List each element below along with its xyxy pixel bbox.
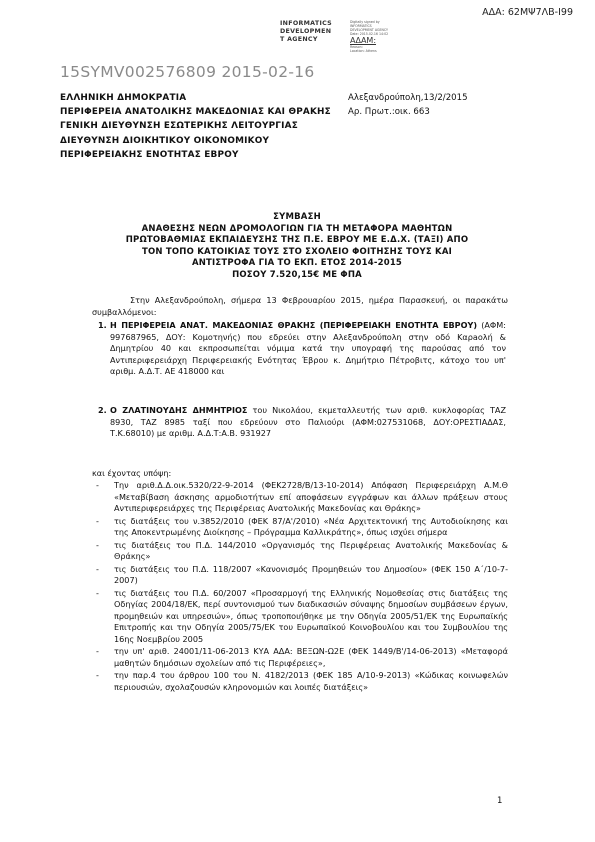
agency-stamp-fine-print: Digitally signed by INFORMATICS DEVELOPMENT AGENCY Date: 2015.02.16 14:02 ΑΔΑΜ: Reason: Location: Athens [350,20,398,53]
issuer-line: ΠΕΡΙΦΕΡΕΙΑΚΗΣ ΕΝΟΤΗΤΑΣ ΕΒΡΟΥ [60,149,239,160]
adam-label: ΑΔΑΜ: [350,36,377,45]
party-name: Η ΠΕΡΙΦΕΡΕΙΑ ΑΝΑΤ. ΜΑΚΕΔΟΝΙΑΣ ΘΡΑΚΗΣ (ΠΕΡΙΦΕΡΕΙΑΚΗ ΕΝΟΤΗΤΑ ΕΒΡΟΥ) [110,320,478,330]
issuer-block [60,91,345,162]
title-line: ΤΟΝ ΤΟΠΟ ΚΑΤΟΙΚΙΑΣ ΤΟΥΣ ΣΤΟ ΣΧΟΛΕΙΟ ΦΟΙΤΗΣΗΣ ΤΟΥΣ ΚΑΙ [141,246,452,257]
title-line: ΣΥΜΒΑΣΗ [273,212,321,222]
ada-code: ΑΔΑ: 62ΜΨ7ΛΒ-Ι99 [482,7,573,18]
consideration-item [92,540,508,563]
consideration-item [92,588,508,646]
dash-bullet: - [96,646,99,656]
dash-bullet: - [96,539,99,550]
title-line: ΑΝΑΘΕΣΗΣ ΝΕΩΝ ΔΡΟΜΟΛΟΓΙΩΝ ΓΙΑ ΤΗ ΜΕΤΑΦΟΡΑ ΜΑΘΗΤΩΝ [141,223,453,234]
date-protocol-block [348,91,468,119]
consideration-item [92,564,508,587]
intro-paragraph: Στην Αλεξανδρούπολη, σήμερα 13 Φεβρουαρίου 2015, ημέρα Παρασκευή, οι παρακάτω συμβαλλόμενοι: [92,295,508,317]
page-number: 1 [497,796,503,806]
consideration-text: τις διατάξεις του Π.Δ. 144/2010 «Οργανισμός της Περιφέρειας Ανατολικής Μακεδονίας & Θράκης» [114,539,508,561]
title-line: ΠΡΩΤΟΒΑΘΜΙΑΣ ΕΚΠΑΙΔΕΥΣΗΣ ΤΗΣ Π.Ε. ΕΒΡΟΥ ΜΕ Ε.Δ.Χ. (ΤΑΞΙ) ΑΠΟ [125,235,469,245]
party-name: Ο ΖΛΑΤΙΝΟΥΔΗΣ ΔΗΜΗΤΡΙΟΣ [110,405,248,415]
dash-bullet: - [96,587,99,598]
consideration-text: τις διατάξεις του ν.3852/2010 (ΦΕΚ 87/Α'/2010) «Νέα Αρχιτεκτονική της Αυτοδιοίκησης και της Αποκεντρωμένης Διοίκησης – Πρόγραμμα Καλλικράτης», όπως ισχύει σήμερα [114,515,508,537]
consideration-item [92,670,508,693]
considerations-list [92,480,508,694]
contract-title [92,212,502,281]
agency-logo-line: T AGENCY [280,36,318,43]
consideration-text: τις διατάξεις του Π.Δ. 118/2007 «Κανονισμός Προμηθειών του Δημοσίου» (ΦΕΚ 150 Α΄/10-7-2007) [114,563,508,585]
consideration-text: την υπ' αριθ. 24001/11-06-2013 ΚΥΑ ΑΔΑ: ΒΕΞΩΝ-Ω2Ε (ΦΕΚ 1449/Β'/14-06-2013) «Μεταφορά μαθητών δημόσιων σχολείων από τις Περιφέρειες», [114,646,508,668]
protocol-number: Αρ. Πρωτ.:οικ. 663 [348,107,430,118]
agency-logo-line: INFORMATICS [280,20,332,27]
consideration-text: τις διατάξεις του Π.Δ. 60/2007 «Προσαρμογή της Ελληνικής Νομοθεσίας στις διατάξεις της Οδηγίας 2004/18/ΕΚ, περί συντονισμού των διαδικασιών σύναψης δημοσίων συμβάσεων έργων, προμηθειών και υπηρεσιών», όπως τροποποιήθηκε με την Οδηγία 2005/51/ΕΚ της Ευρωπαϊκής Επιτροπής και την Οδηγία 2005/75/ΕΚ του Ευρωπαϊκού Κοινοβουλίου και του Συμβουλίου της 16ης Νοεμβρίου 2005 [114,587,508,644]
party-details: (ΑΦΜ: 997687965, ΔΟΥ: Κομοτηνής) που εδρεύει στην Αλεξανδρούπολη στην οδό Καρaολή & Δημητρίου 40 και εκπροσωπείται νόμιμα κατά την υπογραφή της παρούσας από τον Αντιπεριφερειάρχη Περιφερειακής Ενότητας Έβρου κ. Δημήτριο Πέτροβιτς, κάτοχο του υπ' αριθμ. Α.Δ.Τ. ΑΕ 418000 και [110,320,506,376]
dash-bullet: - [96,670,99,680]
dash-bullet: - [96,563,99,574]
issuer-line: ΕΛΛΗΝΙΚΗ ΔΗΜΟΚΡΑΤΙΑ [60,93,187,103]
party-number: 2. [98,405,107,415]
considerations-label: και έχοντας υπόψη: [92,468,172,478]
registration-stamp: 15SYMV002576809 2015-02-16 [60,63,315,81]
dash-bullet: - [96,480,99,490]
issuer-line: ΔΙΕΥΘΥΝΣΗ ΔΙΟΙΚΗΤΙΚΟΥ ΟΙΚΟΝΟΜΙΚΟΥ [60,135,270,146]
consideration-item [92,480,508,515]
consideration-text: Την αριθ.Δ.Δ.οικ.5320/22-9-2014 (ΦΕΚ2728/Β/13-10-2014) Απόφαση Περιφερειάρχη Α.Μ.Θ «Μεταβίβαση άσκησης αρμοδιοτήτων επί αποφάσεων εγγράφων και άλλων πράξεων στους Αντιπεριφερειάρχες της Περιφέρειας Ανατολικής Μακεδονίας και Θράκης» [114,480,508,513]
issuer-line: ΓΕΝΙΚΗ ΔΙΕΥΘΥΝΣΗ ΕΣΩΤΕΡΙΚΗΣ ΛΕΙΤΟΥΡΓΙΑΣ [60,121,298,132]
party-number: 1. [98,320,107,330]
date-place: Αλεξανδρούπολη,13/2/2015 [348,93,468,103]
consideration-item [92,516,508,539]
consideration-item [92,646,508,669]
issuer-line: ΠΕΡΙΦΕΡΕΙΑ ΑΝΑΤΟΛΙΚΗΣ ΜΑΚΕΔΟΝΙΑΣ ΚΑΙ ΘΡΑΚΗΣ [60,107,331,118]
party-2 [98,405,506,440]
party-details: του Νικολάου, εκμεταλλευτής των αριθ. κυκλοφορίας ΤΑΖ 8930, ΤΑΖ 8985 ταξί που εδρεύουν στο Παλιούρι (ΑΦΜ:027531068, ΔΟΥ:ΟΡΕΣΤΙΑΔΑΣ, Τ.Κ.68010) με αριθμ. Α.Δ.Τ:Α.Β. 931927 [110,405,506,438]
agency-logo-line: DEVELOPMEN [280,28,332,35]
title-amount: ΠΟΣΟΥ 7.520,15€ ΜΕ ΦΠΑ [232,269,362,280]
agency-stamp-logo [280,20,400,62]
consideration-text: την παρ.4 του άρθρου 100 του Ν. 4182/2013 (ΦΕΚ 185 Α/10-9-2013) «Κώδικας κοινωφελών περιουσιών, σχολαζουσών κληρονομιών και λοιπές διατάξεις» [114,670,508,692]
title-line: ΑΝΤΙΣΤΡΟΦΑ ΓΙΑ ΤΟ ΕΚΠ. ΕΤΟΣ 2014-2015 [191,258,403,268]
dash-bullet: - [96,515,99,526]
party-1 [98,320,506,378]
